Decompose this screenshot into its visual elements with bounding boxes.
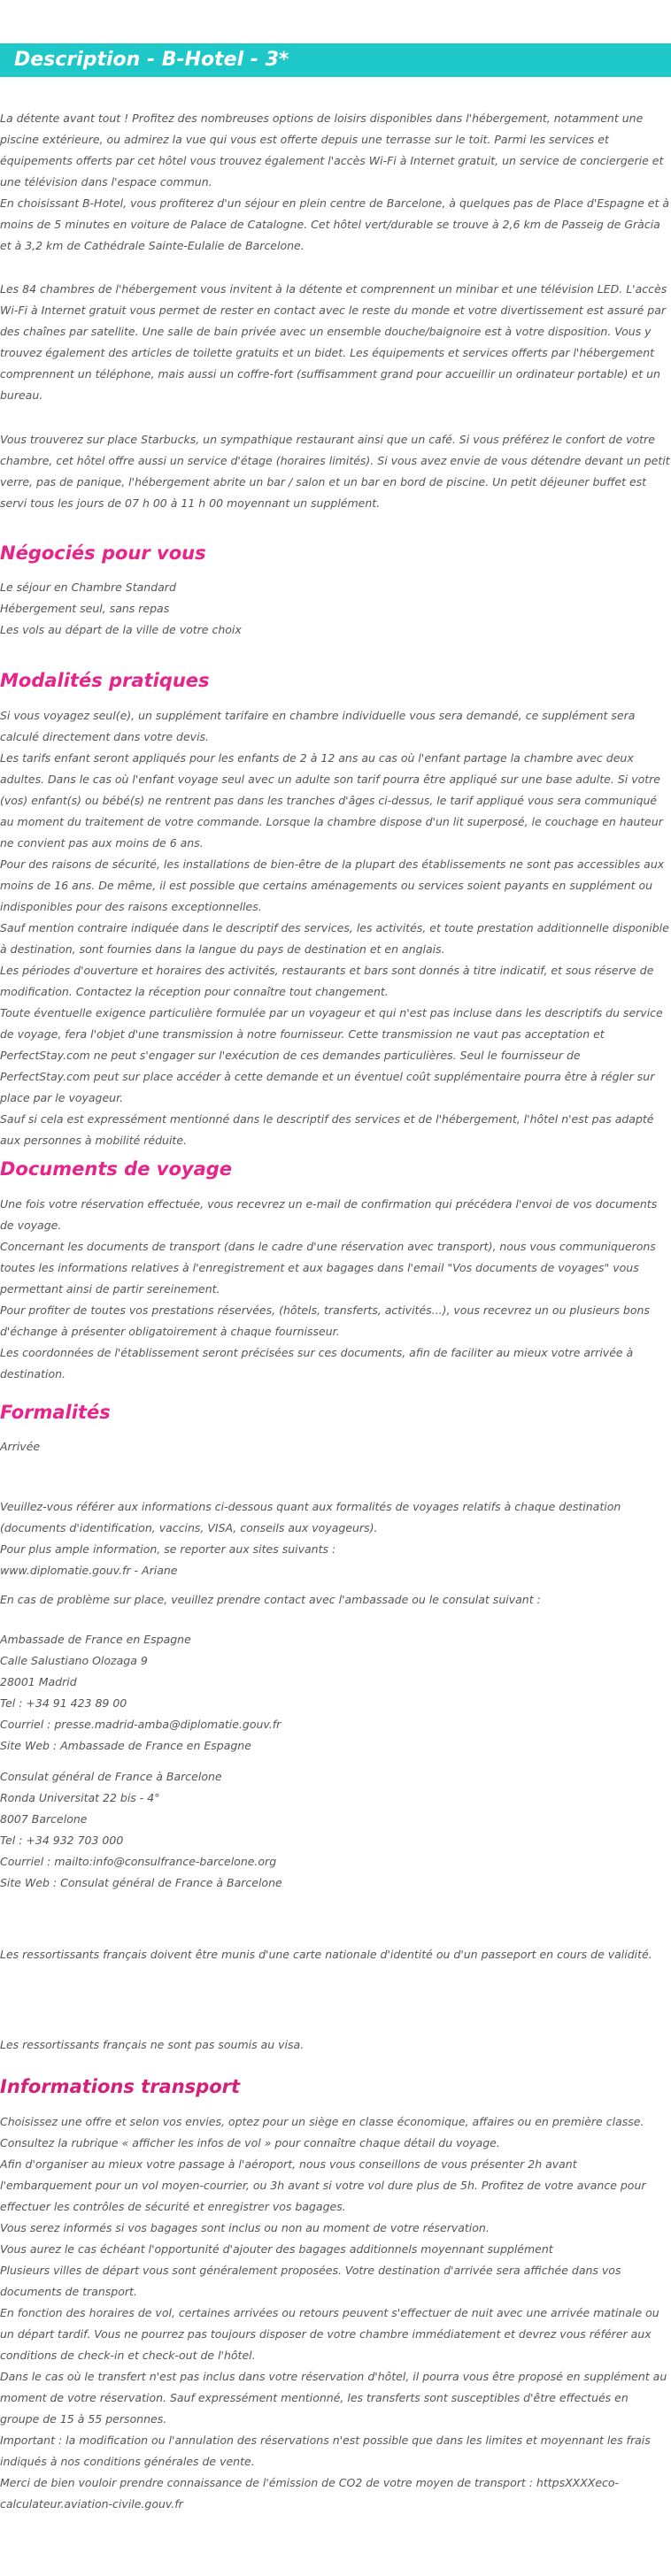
ambassade-info: Ambassade de France en Espagne Calle Salustiano Olozaga 9 28001 Madrid Tel : +34 91 423 89 00 Courriel : presse.madrid-amba@diplomatie.gouv.fr Site Web : Ambassade de France en Espagne <box>0 1633 282 1752</box>
transport-text: Choisissez une offre et selon vos envies, optez pour un siège en classe économique, affaires ou en première classe. Consultez la rubrique « afficher les infos de vol » pour connaître chaque détail du voyage. Afin d'organiser au mieux votre passage à l'aéroport, nous vous conseillons de vous présenter 2h avant l'embarquement pour un vol moyen-courrier, ou 3h avant si votre vol dure plus de 5h. Profitez de votre avance pour effectuer les contrôles de sécurité et enregistrer vos bagages. Vous serez informés si vos bagages sont inclus ou non au moment de votre réservation. Vous aurez le cas échéant l'opportunité d'ajouter des bagages additionnels moyennant supplément Plusieurs villes de départ vous sont généralement proposées. Votre destination d'arrivée sera affichée dans vos documents de transport. En fonction des horaires de vol, certaines arrivées ou retours peuvent s'effectuer de nuit avec une arrivée matinale ou un départ tardif. Vous ne pourrez pas toujours disposer de votre chambre immédiatement et devrez vous référer aux conditions de check-in et check-out de l'hôtel. Dans le cas où le transfert n'est pas inclus dans votre réservation d'hôtel, il pourra vous être proposé en supplément au moment de votre réservation. Sauf expressément mentionné, les transferts sont susceptibles d'être effectués en groupe de 15 à 55 personnes. Important : la modification ou l'annulation des réservations n'est possible que dans les limites et moyennant les frais indiqués à nos conditions générales de vente. Merci de bien vouloir prendre connaissance de l'émission de CO2 de votre moyen de transport : httpsXXXXeco-calculateur.aviation-civile.gouv.fr <box>0 2115 667 2511</box>
formalites-arrivee: Arrivée <box>0 1440 41 1453</box>
section-title-negocies: Négociés pour vous <box>0 542 206 564</box>
consulat-info: Consulat général de France à Barcelone Ronda Universitat 22 bis - 4° 8007 Barcelone Tel : +34 932 703 000 Courriel : mailto:info@consulfrance-barcelone.org Site Web : Consulat général de France à Barcelone <box>0 1770 282 1889</box>
section-title-transport: Informations transport <box>0 2076 241 2097</box>
page-title: Description - B-Hotel - 3* <box>14 49 289 71</box>
description-paragraph-4: Vous trouverez sur place Starbucks, un sympathique restaurant ainsi que un café. Si vous préférez le confort de votre chambre, cet hôtel offre aussi un service d'étage (horaires limités). Si vous avez envie de vous détendre devant un petit verre, pas de panique, l'hébergement abrite un bar / salon et un bar en bord de piscine. Un petit déjeuner buffet est servi tous les jours de 07 h 00 à 11 h 00 moyennant un supplément. <box>0 433 670 510</box>
documents-text: Une fois votre réservation effectuée, vous recevrez un e-mail de confirmation qui précédera l'envoi de vos documents de voyage. Concernant les documents de transport (dans le cadre d'une réservation avec transport), nous vous communiquerons toutes les informations relatives à l'enregistrement et aux bagages dans l'email "Vos documents de voyages" vous permettant ainsi de partir sereinement. Pour profiter de toutes vos prestations réservées, (hôtels, transferts, activités...), vous recevrez un ou plusieurs bons d'échange à présenter obligatoirement à chaque fournisseur. Les coordonnées de l'établissement seront précisées sur ces documents, afin de faciliter au mieux votre arrivée à destination. <box>0 1197 658 1380</box>
modalites-text: Si vous voyagez seul(e), un supplément tarifaire en chambre individuelle vous sera demandé, ce supplément sera calculé directement dans votre devis. Les tarifs enfant seront appliqués pour les enfants de 2 à 12 ans au cas où l'enfant partage la chambre avec deux adultes. Dans le cas où l'enfant voyage seul avec un adulte son tarif pourra être appliqué sur une base adulte. Si votre (vos) enfant(s) ou bébé(s) ne rentrent pas dans les tranches d'âges ci-dessus, le tarif appliqué vous sera communiqué au moment du traitement de votre commande. Lorsque la chambre dispose d'un lit superposé, le couchage en hauteur ne convient pas aux moins de 6 ans. Pour des raisons de sécurité, les installations de bien-être de la plupart des établissements ne sont pas accessibles aux moins de 16 ans. De même, il est possible que certains aménagements ou services soient payants en supplément ou indisponibles pour des raisons exceptionnelles. Sauf mention contraire indiquée dans le descriptif des services, les activités, et toute prestation additionnelle disponible à destination, sont fournies dans la langue du pays de destination et en anglais. Les périodes d'ouverture et horaires des activités, restaurants et bars sont donnés à titre indicatif, et sous réserve de modification. Contactez la réception pour connaître tout changement. Toute éventuelle exigence particulière formulée par un voyageur et qui n'est pas incluse dans les descriptifs du service de voyage, fera l'objet d'une transmission à notre fournisseur. Cette transmission ne vaut pas acceptation et PerfectStay.com ne peut s'engager sur l'exécution de ces demandes particulières. Seul le fournisseur de PerfectStay.com peut sur place accéder à cette demande et un éventuel coût supplémentaire pourra être à régler sur place par le voyageur. Sauf si cela est expressément mentionné dans le descriptif des services et de l'hébergement, l'hôtel n'est pas adapté aux personnes à mobilité réduite. <box>0 709 669 1147</box>
negocies-line-1: Le séjour en Chambre Standard <box>0 581 176 594</box>
section-title-modalites: Modalités pratiques <box>0 670 210 691</box>
formalites-probleme: En cas de problème sur place, veuillez prendre contact avec l'ambassade ou le consulat suivant : <box>0 1593 541 1606</box>
formalites-visa: Les ressortissants français ne sont pas soumis au visa. <box>0 2038 305 2051</box>
description-paragraph-1: La détente avant tout ! Profitez des nombreuses options de loisirs disponibles dans l'hébergement, notamment une piscine extérieure, ou admirez la vue qui vous est offerte depuis une terrasse sur le toit. Parmi les services et équipements offerts par cet hôtel vous trouvez également l'accès Wi-Fi à Internet gratuit, un service de conciergerie et une télévision dans l'espace commun. <box>0 111 664 188</box>
section-title-formalites: Formalités <box>0 1402 111 1423</box>
formalites-refer: Veuillez-vous référer aux informations ci-dessous quant aux formalités de voyages relatifs à chaque destination (documents d'identification, vaccins, VISA, conseils aux voyageurs). Pour plus ample information, se reporter aux sites suivants : www.diplomatie.gouv.fr - Ariane <box>0 1500 621 1577</box>
negocies-line-3: Les vols au départ de la ville de votre choix <box>0 623 242 636</box>
description-paragraph-3: Les 84 chambres de l'hébergement vous invitent à la détente et comprennent un minibar et une télévision LED. L'accès Wi-Fi à Internet gratuit vous permet de rester en contact avec le reste du monde et votre divertissement est assuré par des chaînes par satellite. Une salle de bain privée avec un ensemble douche/baignoire est à votre disposition. Vous y trouvez également des articles de toilette gratuits et un bidet. Les équipements et services offerts par l'hébergement comprennent un téléphone, mais aussi un coffre-fort (suffisamment grand pour accueillir un ordinateur portable) et un bureau. <box>0 282 667 402</box>
description-paragraph-2: En choisissant B-Hotel, vous profiterez d'un séjour en plein centre de Barcelone, à quelques pas de Place d'Espagne et à moins de 5 minutes en voiture de Palace de Catalogne. Cet hôtel vert/durable se trouve à 2,6 km de Passeig de Gràcia et à 3,2 km de Cathédrale Sainte-Eulalie de Barcelone. <box>0 196 670 252</box>
header-banner <box>0 43 671 77</box>
negocies-line-2: Hébergement seul, sans repas <box>0 602 170 615</box>
section-title-documents: Documents de voyage <box>0 1158 233 1180</box>
formalites-identite: Les ressortissants français doivent être munis d'une carte nationale d'identité ou d'un passeport en cours de validité. <box>0 1948 652 1961</box>
